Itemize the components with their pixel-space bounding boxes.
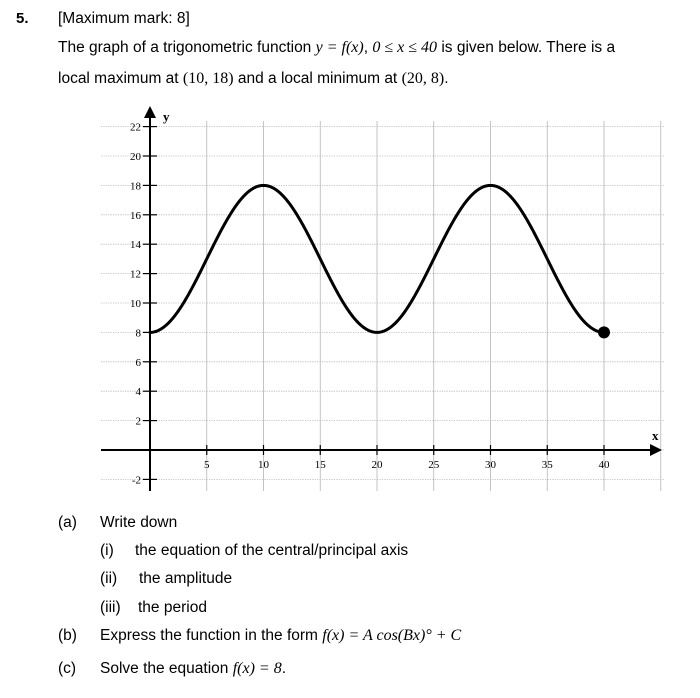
stem-text-2: , — [363, 39, 373, 56]
part-c-equation: f(x) = 8 — [232, 660, 282, 677]
y-tick-label: 14 — [130, 239, 141, 252]
local-minimum-point: (20, 8) — [401, 70, 445, 87]
x-tick-label: 35 — [541, 459, 553, 471]
y-tick-label: 22 — [130, 121, 141, 134]
part-c-label: (c) — [58, 660, 77, 677]
stem-domain: 0 ≤ x ≤ 40 — [372, 39, 438, 56]
part-a-iii-label: (iii) — [100, 599, 121, 616]
x-tick-label: 40 — [598, 459, 610, 471]
y-tick-label: 4 — [135, 386, 141, 399]
part-a-text: Write down — [100, 514, 178, 531]
y-tick-label: 2 — [135, 415, 141, 428]
stem-text-3: is given below. There is a — [437, 39, 616, 56]
part-a-i-text: the equation of the central/principal axis — [135, 542, 409, 559]
question-number: 5. — [16, 10, 29, 27]
x-axis-arrow — [650, 444, 662, 456]
mark-allocation: [Maximum mark: 8] — [58, 10, 190, 27]
x-tick-label: 15 — [314, 459, 326, 471]
part-a-label: (a) — [58, 514, 77, 531]
local-maximum-point: (10, 18) — [182, 70, 234, 87]
part-a-i-label: (i) — [100, 542, 114, 559]
part-b-label: (b) — [58, 627, 77, 644]
stem-text-1: The graph of a trigonometric function — [58, 39, 316, 56]
part-a-iii-text: the period — [138, 599, 207, 616]
y-tick-label: 10 — [130, 298, 141, 310]
y-axis-arrow — [144, 106, 156, 118]
part-b-form: f(x) = A cos(Bx)° + C — [322, 627, 462, 644]
curve-endpoint — [598, 326, 610, 338]
part-c-text: Solve the equation — [100, 660, 233, 677]
y-tick-label: 6 — [135, 356, 141, 369]
y-tick-label: 20 — [130, 151, 141, 163]
y-tick-label: 8 — [135, 327, 141, 340]
stem-text-4: local maximum at — [58, 70, 183, 87]
part-c-text-wrap — [100, 660, 286, 678]
stem-text-5: and a local minimum at — [233, 70, 402, 87]
stem-function-notation: y = f(x) — [315, 39, 364, 56]
x-tick-label: 30 — [485, 459, 496, 471]
y-tick-label: -2 — [131, 474, 141, 487]
x-tick-label: 10 — [258, 459, 269, 471]
part-b-text-wrap — [100, 627, 461, 645]
y-axis-label: y — [163, 109, 170, 124]
y-tick-label: 16 — [130, 209, 141, 222]
x-tick-label: 20 — [371, 459, 383, 471]
stem-text-6: . — [444, 70, 449, 87]
part-c-end: . — [281, 660, 287, 677]
y-tick-label: 12 — [130, 268, 141, 281]
x-tick-label: 5 — [204, 459, 210, 471]
part-a-ii-label: (ii) — [100, 570, 118, 587]
x-tick-label: 25 — [428, 459, 440, 471]
part-a-ii-text: the amplitude — [139, 570, 233, 587]
y-tick-label: 18 — [130, 180, 141, 193]
part-b-text: Express the function in the form — [100, 627, 323, 644]
x-axis-label: x — [652, 428, 659, 443]
